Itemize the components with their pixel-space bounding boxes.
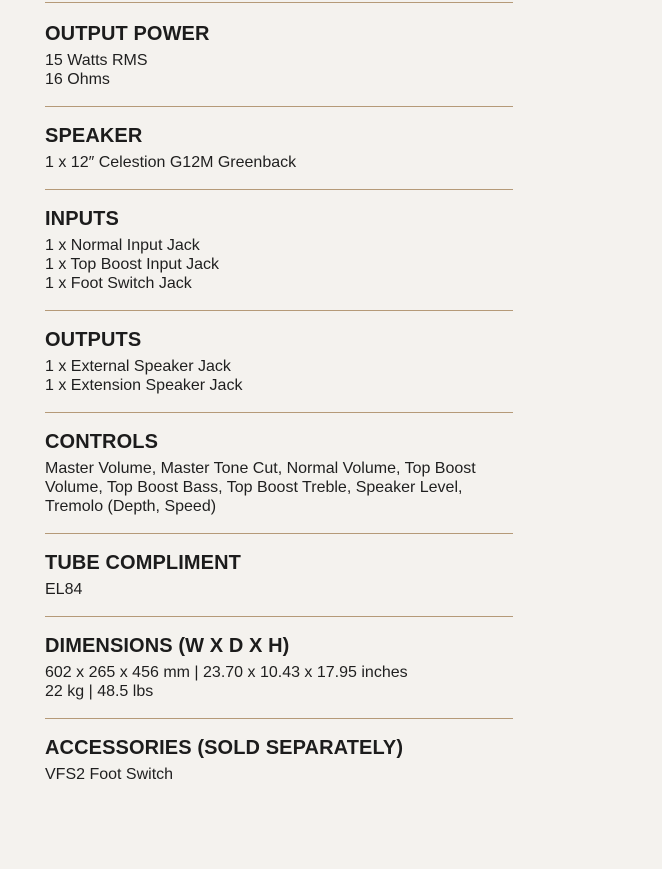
spec-value-line: 1 x Normal Input Jack <box>45 237 200 254</box>
spec-title-accessories: ACCESSORIES (SOLD SEPARATELY) <box>45 737 404 759</box>
spec-value-line: 22 kg | 48.5 lbs <box>45 683 154 700</box>
spec-value-line: VFS2 Foot Switch <box>45 766 174 783</box>
spec-value-line: 1 x Extension Speaker Jack <box>45 377 243 394</box>
spec-title-tube-compliment: TUBE COMPLIMENT <box>45 552 241 574</box>
spec-values-dimensions <box>45 663 513 701</box>
spec-value-line: 15 Watts RMS <box>45 52 148 69</box>
spec-values-output-power <box>45 51 513 89</box>
spec-section-tube-compliment <box>45 552 513 617</box>
spec-title-output-power: OUTPUT POWER <box>45 23 210 45</box>
spec-section-accessories <box>45 737 513 802</box>
spec-values-controls <box>45 459 513 516</box>
spec-values-outputs <box>45 357 513 395</box>
spec-values-inputs <box>45 236 513 293</box>
spec-value-line: 16 Ohms <box>45 71 110 88</box>
spec-title-inputs: INPUTS <box>45 208 119 230</box>
spec-value-line: 1 x 12″ Celestion G12M Greenback <box>45 154 297 171</box>
spec-section-output-power <box>45 23 513 107</box>
spec-section-outputs <box>45 329 513 413</box>
specifications-list <box>45 23 513 802</box>
spec-title-outputs: OUTPUTS <box>45 329 142 351</box>
spec-section-speaker <box>45 125 513 190</box>
spec-section-controls <box>45 431 513 534</box>
spec-values-speaker <box>45 153 513 172</box>
top-divider <box>45 2 513 3</box>
spec-value-line: Master Volume, Master Tone Cut, Normal Volume, Top Boost Volume, Top Boost Bass, Top Boost Treble, Speaker Level, Tremolo (Depth, Speed) <box>45 460 476 515</box>
spec-section-inputs <box>45 208 513 311</box>
spec-value-line: 1 x Top Boost Input Jack <box>45 256 220 273</box>
spec-value-line: EL84 <box>45 581 83 598</box>
spec-value-line: 1 x Foot Switch Jack <box>45 275 192 292</box>
spec-values-tube-compliment <box>45 580 513 599</box>
spec-title-controls: CONTROLS <box>45 431 159 453</box>
spec-title-dimensions: DIMENSIONS (W X D X H) <box>45 635 290 657</box>
spec-value-line: 1 x External Speaker Jack <box>45 358 231 375</box>
spec-value-line: 602 x 265 x 456 mm | 23.70 x 10.43 x 17.95 inches <box>45 664 408 681</box>
spec-title-speaker: SPEAKER <box>45 125 143 147</box>
page-bottom-margin <box>0 863 662 869</box>
spec-values-accessories <box>45 765 513 784</box>
spec-section-dimensions <box>45 635 513 719</box>
